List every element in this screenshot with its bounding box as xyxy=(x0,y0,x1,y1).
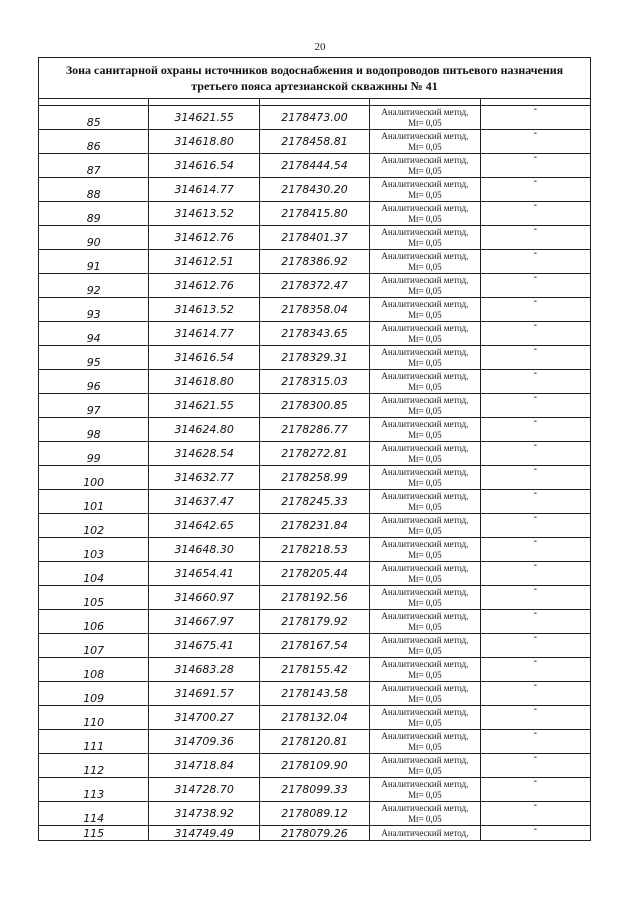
empty-dash: - xyxy=(480,370,590,394)
empty-dash: - xyxy=(480,778,590,802)
coordinate-x: 314637.47 xyxy=(149,490,259,514)
coordinate-x: 314614.77 xyxy=(149,322,259,346)
method-cell xyxy=(370,418,480,442)
coordinate-x: 314718.84 xyxy=(149,754,259,778)
empty-dash: - xyxy=(480,586,590,610)
method-label: Аналитический метод, xyxy=(381,827,469,838)
table-title-line2: третьего пояса артезианской скважины № 41 xyxy=(191,79,438,93)
coordinate-y: 2178192.56 xyxy=(259,586,369,610)
method-cell xyxy=(370,658,480,682)
point-number: 85 xyxy=(39,106,149,130)
point-number: 93 xyxy=(39,298,149,322)
method-cell xyxy=(370,682,480,706)
accuracy-value: Mt= 0,05 xyxy=(408,765,442,776)
method-cell xyxy=(370,802,480,826)
point-number: 95 xyxy=(39,346,149,370)
accuracy-value: Mt= 0,05 xyxy=(408,525,442,536)
table-row xyxy=(39,322,591,346)
method-cell xyxy=(370,730,480,754)
point-number: 112 xyxy=(39,754,149,778)
table-row xyxy=(39,106,591,130)
empty-dash: - xyxy=(480,658,590,682)
coordinate-y: 2178132.04 xyxy=(259,706,369,730)
method-label: Аналитический метод, xyxy=(381,610,469,621)
point-number: 110 xyxy=(39,706,149,730)
coordinate-y: 2178300.85 xyxy=(259,394,369,418)
coordinate-x: 314614.77 xyxy=(149,178,259,202)
method-cell xyxy=(370,394,480,418)
coordinate-y: 2178179.92 xyxy=(259,610,369,634)
coordinate-y: 2178120.81 xyxy=(259,730,369,754)
empty-dash: - xyxy=(480,514,590,538)
method-label: Аналитический метод, xyxy=(381,346,469,357)
method-cell xyxy=(370,610,480,634)
empty-dash: - xyxy=(480,538,590,562)
point-number: 113 xyxy=(39,778,149,802)
table-row xyxy=(39,274,591,298)
point-number: 98 xyxy=(39,418,149,442)
method-label: Аналитический метод, xyxy=(381,538,469,549)
coordinate-y: 2178329.31 xyxy=(259,346,369,370)
point-number: 99 xyxy=(39,442,149,466)
table-row xyxy=(39,754,591,778)
accuracy-value: Mt= 0,05 xyxy=(408,165,442,176)
coordinate-y: 2178272.81 xyxy=(259,442,369,466)
coordinate-y: 2178430.20 xyxy=(259,178,369,202)
method-cell xyxy=(370,586,480,610)
point-number: 100 xyxy=(39,466,149,490)
method-cell xyxy=(370,370,480,394)
table-row xyxy=(39,250,591,274)
coordinate-x: 314648.30 xyxy=(149,538,259,562)
coordinate-y: 2178286.77 xyxy=(259,418,369,442)
empty-dash: - xyxy=(480,490,590,514)
coordinate-y: 2178315.03 xyxy=(259,370,369,394)
table-row xyxy=(39,658,591,682)
method-cell xyxy=(370,226,480,250)
empty-dash: - xyxy=(480,634,590,658)
method-label: Аналитический метод, xyxy=(381,442,469,453)
coordinate-x: 314660.97 xyxy=(149,586,259,610)
accuracy-value: Mt= 0,05 xyxy=(408,693,442,704)
table-row xyxy=(39,586,591,610)
method-label: Аналитический метод, xyxy=(381,202,469,213)
point-number: 114 xyxy=(39,802,149,826)
empty-dash: - xyxy=(480,322,590,346)
method-cell xyxy=(370,442,480,466)
point-number: 107 xyxy=(39,634,149,658)
table-row xyxy=(39,370,591,394)
coordinate-y: 2178401.37 xyxy=(259,226,369,250)
table-row xyxy=(39,130,591,154)
table-row xyxy=(39,514,591,538)
accuracy-value: Mt= 0,05 xyxy=(408,645,442,656)
accuracy-value: Mt= 0,05 xyxy=(408,429,442,440)
empty-dash: - xyxy=(480,298,590,322)
method-label: Аналитический метод, xyxy=(381,754,469,765)
point-number: 89 xyxy=(39,202,149,226)
empty-dash: - xyxy=(480,202,590,226)
table-title-line1: Зона санитарной охраны источников водоснабжения и водопроводов питьевого назначения xyxy=(65,63,564,77)
coordinate-y: 2178444.54 xyxy=(259,154,369,178)
method-label: Аналитический метод, xyxy=(381,298,469,309)
table-row xyxy=(39,154,591,178)
method-label: Аналитический метод, xyxy=(381,418,469,429)
accuracy-value: Mt= 0,05 xyxy=(408,141,442,152)
coordinate-y: 2178358.04 xyxy=(259,298,369,322)
table-row xyxy=(39,802,591,826)
point-number: 87 xyxy=(39,154,149,178)
point-number: 102 xyxy=(39,514,149,538)
accuracy-value: Mt= 0,05 xyxy=(408,213,442,224)
table-row xyxy=(39,706,591,730)
point-number: 109 xyxy=(39,682,149,706)
coordinate-x: 314613.52 xyxy=(149,202,259,226)
table-row xyxy=(39,418,591,442)
method-label: Аналитический метод, xyxy=(381,586,469,597)
table-row xyxy=(39,298,591,322)
table-row xyxy=(39,538,591,562)
coordinate-y: 2178205.44 xyxy=(259,562,369,586)
coordinate-y: 2178245.33 xyxy=(259,490,369,514)
coordinate-y: 2178099.33 xyxy=(259,778,369,802)
empty-dash: - xyxy=(480,754,590,778)
empty-dash: - xyxy=(480,682,590,706)
coordinate-x: 314709.36 xyxy=(149,730,259,754)
accuracy-value: Mt= 0,05 xyxy=(408,597,442,608)
method-cell xyxy=(370,706,480,730)
method-label: Аналитический метод, xyxy=(381,130,469,141)
method-cell xyxy=(370,298,480,322)
empty-dash: - xyxy=(480,106,590,130)
coordinate-y: 2178231.84 xyxy=(259,514,369,538)
coordinate-y: 2178089.12 xyxy=(259,802,369,826)
coordinate-x: 314683.28 xyxy=(149,658,259,682)
table-row xyxy=(39,730,591,754)
method-cell xyxy=(370,154,480,178)
coordinate-y: 2178386.92 xyxy=(259,250,369,274)
empty-dash: - xyxy=(480,730,590,754)
coordinate-x: 314616.54 xyxy=(149,154,259,178)
table-row xyxy=(39,490,591,514)
coordinate-x: 314612.51 xyxy=(149,250,259,274)
accuracy-value: Mt= 0,05 xyxy=(408,285,442,296)
table-row xyxy=(39,826,591,841)
empty-dash: - xyxy=(480,154,590,178)
table-header-row xyxy=(39,58,591,99)
empty-dash: - xyxy=(480,706,590,730)
method-label: Аналитический метод, xyxy=(381,682,469,693)
coordinate-x: 314654.41 xyxy=(149,562,259,586)
method-cell xyxy=(370,466,480,490)
method-label: Аналитический метод, xyxy=(381,802,469,813)
method-cell xyxy=(370,274,480,298)
method-cell xyxy=(370,634,480,658)
coordinate-y: 2178155.42 xyxy=(259,658,369,682)
accuracy-value: Mt= 0,05 xyxy=(408,717,442,728)
method-label: Аналитический метод, xyxy=(381,490,469,501)
method-cell xyxy=(370,778,480,802)
table-row xyxy=(39,778,591,802)
method-cell xyxy=(370,490,480,514)
empty-dash: - xyxy=(480,466,590,490)
point-number: 103 xyxy=(39,538,149,562)
empty-dash: - xyxy=(480,562,590,586)
method-label: Аналитический метод, xyxy=(381,514,469,525)
coordinate-y: 2178343.65 xyxy=(259,322,369,346)
method-label: Аналитический метод, xyxy=(381,634,469,645)
coordinate-x: 314667.97 xyxy=(149,610,259,634)
coordinate-y: 2178109.90 xyxy=(259,754,369,778)
table-row xyxy=(39,346,591,370)
table-row xyxy=(39,442,591,466)
empty-dash: - xyxy=(480,418,590,442)
point-number: 106 xyxy=(39,610,149,634)
coordinate-x: 314624.80 xyxy=(149,418,259,442)
method-label: Аналитический метод, xyxy=(381,778,469,789)
coordinate-x: 314628.54 xyxy=(149,442,259,466)
accuracy-value: Mt= 0,05 xyxy=(408,741,442,752)
table-row xyxy=(39,226,591,250)
table-row xyxy=(39,394,591,418)
accuracy-value: Mt= 0,05 xyxy=(408,573,442,584)
coordinate-x: 314632.77 xyxy=(149,466,259,490)
accuracy-value: Mt= 0,05 xyxy=(408,453,442,464)
method-cell xyxy=(370,346,480,370)
method-label: Аналитический метод, xyxy=(381,370,469,381)
method-cell xyxy=(370,178,480,202)
coordinate-x: 314613.52 xyxy=(149,298,259,322)
accuracy-value: Mt= 0,05 xyxy=(408,189,442,200)
coordinate-x: 314738.92 xyxy=(149,802,259,826)
method-cell xyxy=(370,826,480,841)
method-label: Аналитический метод, xyxy=(381,730,469,741)
accuracy-value: Mt= 0,05 xyxy=(408,333,442,344)
coordinate-x: 314691.57 xyxy=(149,682,259,706)
method-cell xyxy=(370,322,480,346)
coordinate-x: 314612.76 xyxy=(149,274,259,298)
method-cell xyxy=(370,202,480,226)
table-title xyxy=(39,58,591,99)
point-number: 111 xyxy=(39,730,149,754)
coordinate-x: 314728.70 xyxy=(149,778,259,802)
coordinate-y: 2178167.54 xyxy=(259,634,369,658)
coordinate-x: 314621.55 xyxy=(149,106,259,130)
point-number: 96 xyxy=(39,370,149,394)
method-label: Аналитический метод, xyxy=(381,322,469,333)
coordinate-y: 2178473.00 xyxy=(259,106,369,130)
accuracy-value: Mt= 0,05 xyxy=(408,477,442,488)
method-label: Аналитический метод, xyxy=(381,706,469,717)
coordinate-x: 314618.80 xyxy=(149,370,259,394)
accuracy-value: Mt= 0,05 xyxy=(408,669,442,680)
method-label: Аналитический метод, xyxy=(381,562,469,573)
method-label: Аналитический метод, xyxy=(381,466,469,477)
empty-dash: - xyxy=(480,130,590,154)
empty-dash: - xyxy=(480,394,590,418)
point-number: 115 xyxy=(39,826,149,841)
point-number: 94 xyxy=(39,322,149,346)
coordinate-x: 314618.80 xyxy=(149,130,259,154)
empty-dash: - xyxy=(480,610,590,634)
table-row xyxy=(39,562,591,586)
coordinate-x: 314621.55 xyxy=(149,394,259,418)
coordinate-x: 314642.65 xyxy=(149,514,259,538)
empty-dash: - xyxy=(480,826,590,841)
method-cell xyxy=(370,130,480,154)
table-row xyxy=(39,634,591,658)
accuracy-value: Mt= 0,05 xyxy=(408,381,442,392)
method-label: Аналитический метод, xyxy=(381,658,469,669)
method-label: Аналитический метод, xyxy=(381,250,469,261)
method-cell xyxy=(370,514,480,538)
point-number: 105 xyxy=(39,586,149,610)
accuracy-value: Mt= 0,05 xyxy=(408,309,442,320)
accuracy-value: Mt= 0,05 xyxy=(408,237,442,248)
table-row xyxy=(39,178,591,202)
method-cell xyxy=(370,562,480,586)
method-label: Аналитический метод, xyxy=(381,178,469,189)
coordinate-y: 2178218.53 xyxy=(259,538,369,562)
table-row xyxy=(39,202,591,226)
accuracy-value: Mt= 0,05 xyxy=(408,261,442,272)
table-row xyxy=(39,466,591,490)
coordinates-table xyxy=(38,57,591,841)
method-label: Аналитический метод, xyxy=(381,106,469,117)
coordinate-y: 2178372.47 xyxy=(259,274,369,298)
empty-dash: - xyxy=(480,178,590,202)
empty-dash: - xyxy=(480,442,590,466)
table-row xyxy=(39,682,591,706)
coordinate-y: 2178143.58 xyxy=(259,682,369,706)
point-number: 88 xyxy=(39,178,149,202)
method-cell xyxy=(370,754,480,778)
coordinate-x: 314675.41 xyxy=(149,634,259,658)
accuracy-value: Mt= 0,05 xyxy=(408,405,442,416)
method-label: Аналитический метод, xyxy=(381,154,469,165)
accuracy-value: Mt= 0,05 xyxy=(408,789,442,800)
empty-dash: - xyxy=(480,226,590,250)
accuracy-value: Mt= 0,05 xyxy=(408,549,442,560)
accuracy-value: Mt= 0,05 xyxy=(408,357,442,368)
method-cell xyxy=(370,538,480,562)
point-number: 86 xyxy=(39,130,149,154)
accuracy-value: Mt= 0,05 xyxy=(408,621,442,632)
empty-dash: - xyxy=(480,250,590,274)
point-number: 104 xyxy=(39,562,149,586)
point-number: 101 xyxy=(39,490,149,514)
coordinate-x: 314612.76 xyxy=(149,226,259,250)
coordinate-x: 314616.54 xyxy=(149,346,259,370)
page-number: 20 xyxy=(314,41,326,53)
method-label: Аналитический метод, xyxy=(381,226,469,237)
method-cell xyxy=(370,250,480,274)
method-label: Аналитический метод, xyxy=(381,394,469,405)
point-number: 91 xyxy=(39,250,149,274)
point-number: 92 xyxy=(39,274,149,298)
coordinate-x: 314700.27 xyxy=(149,706,259,730)
coordinate-y: 2178258.99 xyxy=(259,466,369,490)
empty-dash: - xyxy=(480,274,590,298)
empty-dash: - xyxy=(480,346,590,370)
point-number: 90 xyxy=(39,226,149,250)
accuracy-value: Mt= 0,05 xyxy=(408,501,442,512)
empty-dash: - xyxy=(480,802,590,826)
method-label: Аналитический метод, xyxy=(381,274,469,285)
coordinate-x: 314749.49 xyxy=(149,826,259,841)
table-row xyxy=(39,610,591,634)
coordinate-y: 2178079.26 xyxy=(259,826,369,841)
point-number: 97 xyxy=(39,394,149,418)
coordinate-y: 2178458.81 xyxy=(259,130,369,154)
table-spacer-row xyxy=(39,99,591,106)
accuracy-value: Mt= 0,05 xyxy=(408,117,442,128)
accuracy-value: Mt= 0,05 xyxy=(408,813,442,824)
point-number: 108 xyxy=(39,658,149,682)
method-cell xyxy=(370,106,480,130)
coordinate-y: 2178415.80 xyxy=(259,202,369,226)
